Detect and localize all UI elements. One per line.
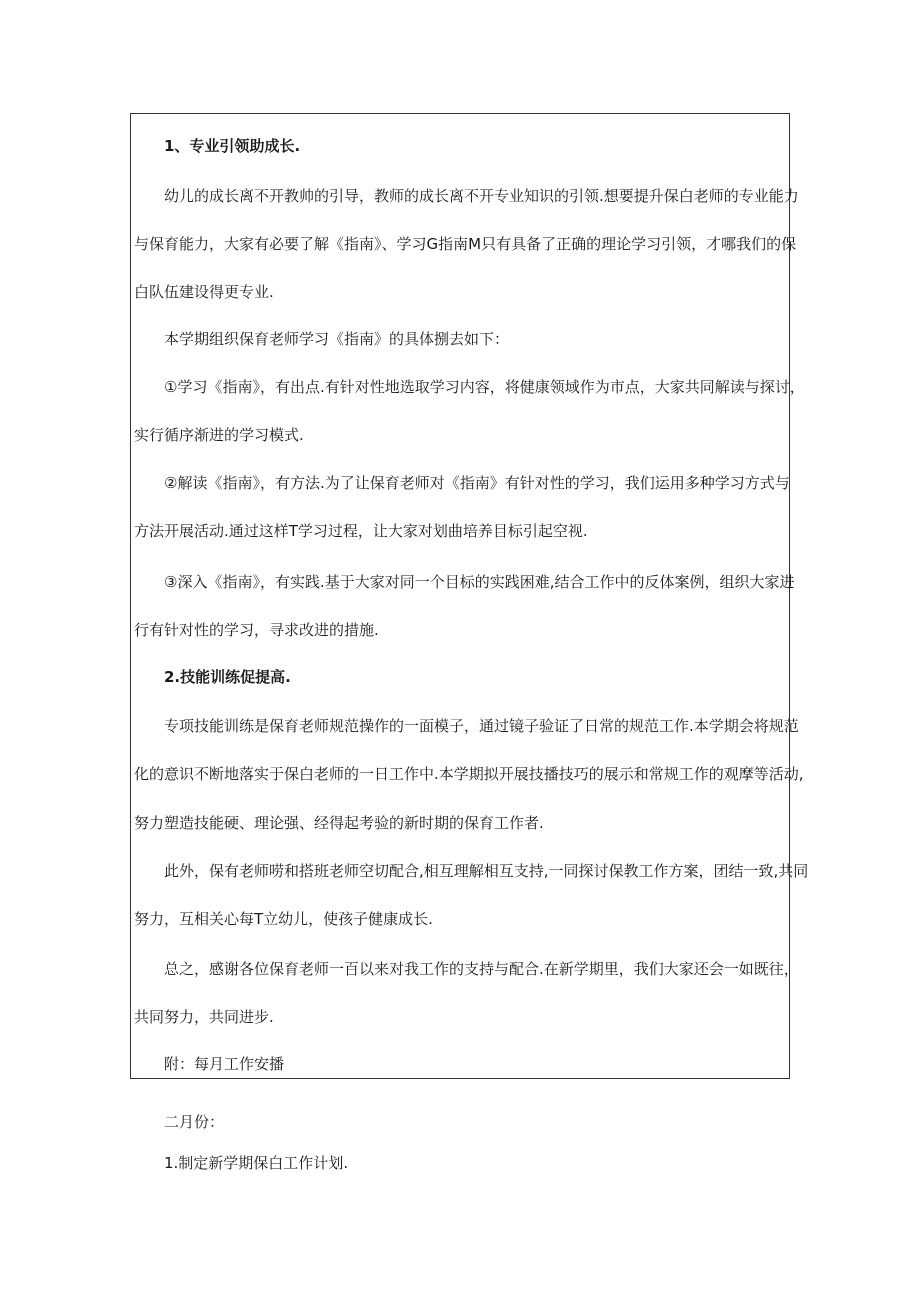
paragraph-line: 共同努力，共同进步.	[134, 1008, 274, 1026]
paragraph-line: 方法开展活动.通过这样T学习过程，让大家对划曲培养目标引起空视.	[134, 522, 588, 540]
paragraph-line: 化的意识不断地落实于保白老师的一日工作中.本学期拟开展技播技巧的展示和常规工作的观摩等活动,	[134, 765, 804, 783]
paragraph-line: 实行循序渐进的学习模式.	[134, 426, 304, 444]
paragraph-line: 努力塑造技能硬、理论强、经得起考验的新时期的保育工作者.	[134, 814, 544, 832]
paragraph-line: 与保育能力，大家有必要了解《指南》、学习G指南M只有具备了正确的理论学习引领，才哪我们的保	[134, 235, 797, 253]
paragraph-line: ①学习《指南》，有出点.有针对性地选取学习内容，将健康领域作为市点，大家共同解读与探讨，	[164, 378, 805, 396]
month-item: 1.制定新学期保白工作计划.	[164, 1154, 349, 1172]
section-heading-2: 2.技能训练促提高.	[164, 668, 291, 686]
paragraph-line: 本学期组织保育老师学习《指南》的具体捌去如下：	[164, 330, 510, 348]
paragraph-line: 努力，互相关心每T立幼儿，使孩子健康成长.	[134, 910, 433, 928]
month-heading: 二月份：	[164, 1113, 225, 1131]
appendix-label: 附：每月工作安播	[164, 1055, 285, 1073]
paragraph-line: 行有针对性的学习，寻求改进的措施.	[134, 621, 379, 639]
paragraph-line: ②解读《指南》，有方法.为了让保育老师对《指南》有针对性的学习，我们运用多种学习方式与	[164, 474, 790, 492]
paragraph-line: 幼儿的成长离不开教帅的引导，教师的成长离不开专业知识的引领.想要提升保白老师的专业能力	[164, 187, 799, 205]
paragraph-line: 白队伍建设得更专业.	[134, 283, 274, 301]
content-box	[130, 113, 809, 1079]
section-heading-1: 1、专业引领助成长.	[164, 137, 301, 155]
paragraph-line: 专项技能训练是保育老师规范操作的一面模子，通过镜子验证了日常的规范工作.本学期会将规范	[164, 717, 799, 735]
paragraph-line: 总之，感谢各位保育老师一百以来对我工作的支持与配合.在新学期里，我们大家还会一如既往，	[164, 960, 799, 978]
paragraph-line: 此外，保有老师唠和搭班老师空切配合,相互理解相互支持,一同探讨保教工作方案，团结一致,共同	[164, 862, 809, 880]
paragraph-line: ③深入《指南》，有实践.基于大家对同一个目标的实践困难,结合工作中的反体案例，组织大家进	[164, 573, 795, 591]
